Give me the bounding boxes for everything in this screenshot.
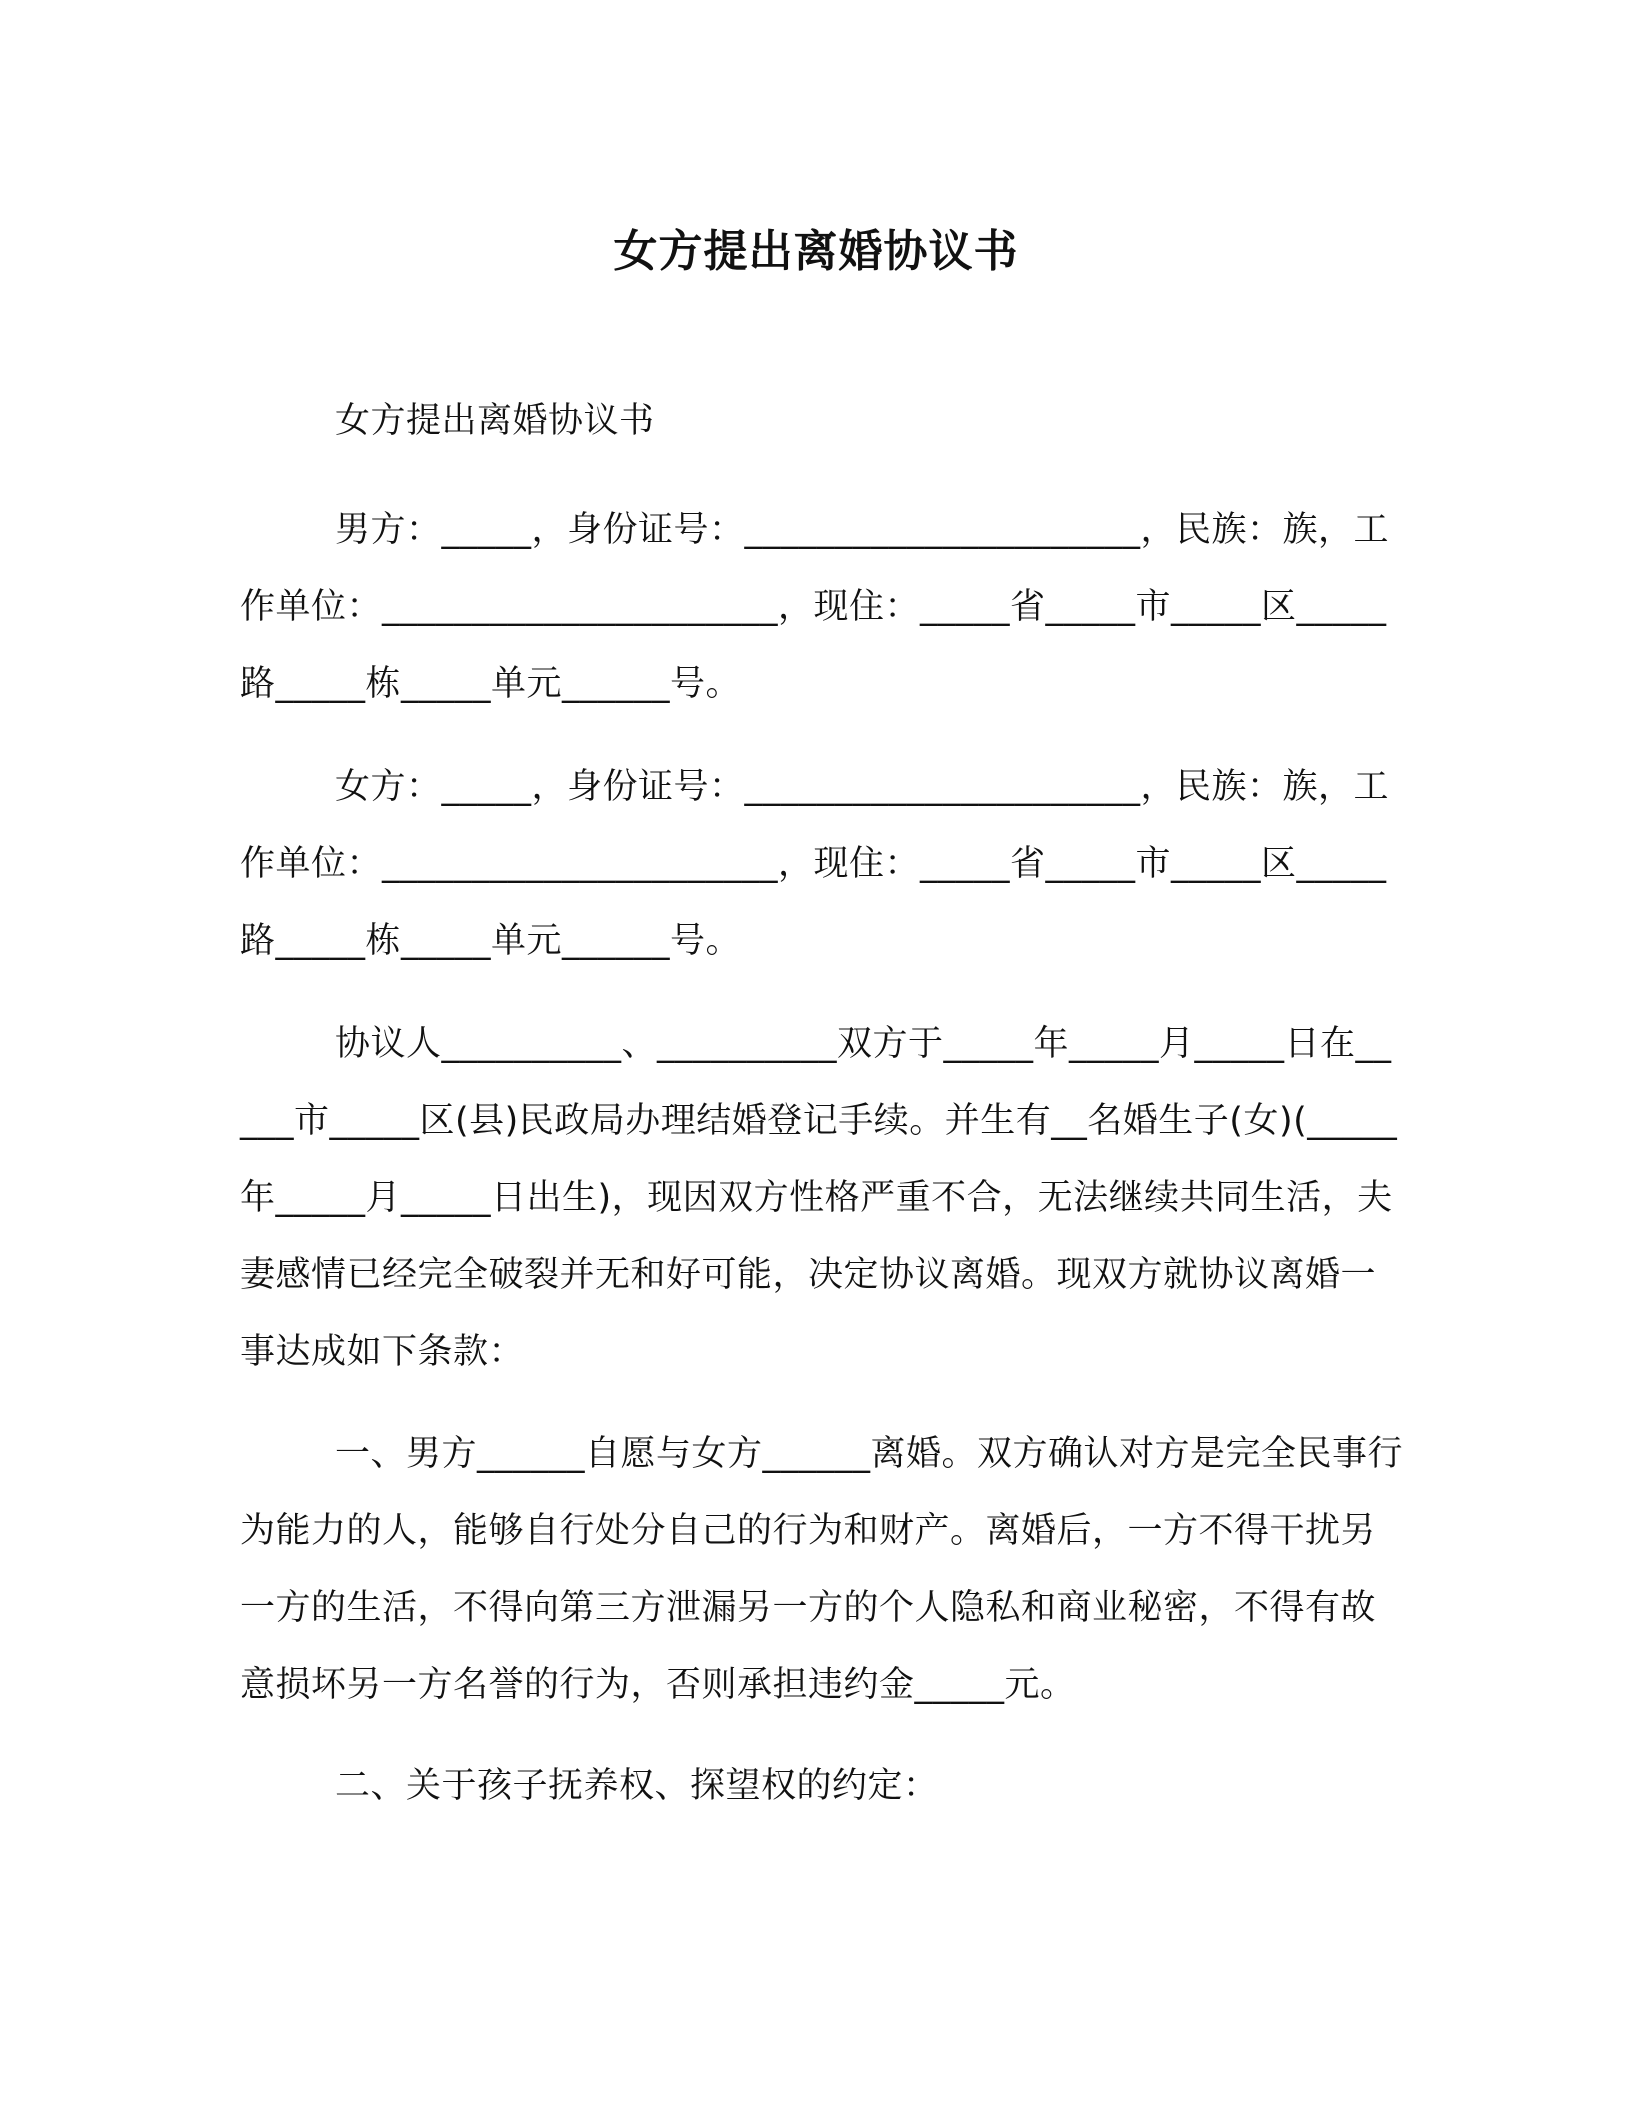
clause-1-paragraph: 一、男方______自愿与女方______离婚。双方确认对方是完全民事行为能力的人，能够自行处分自己的行为和财产。离婚后，一方不得干扰另一方的生活，不得向第三方泄漏另一方的个人隐私和商业秘密，不得有故意损坏另一方名誉的行为，否则承担违约金_____元。: [240, 1434, 1404, 1705]
document-subtitle: 女方提出离婚协议书: [335, 401, 655, 441]
clause-2-heading: 二、关于孩子抚养权、探望权的约定：: [335, 1766, 939, 1806]
document-title: 女方提出离婚协议书: [613, 226, 1019, 277]
agreement-intro-paragraph: 协议人__________、__________双方于_____年_____月_____日在_____市_____区(县)民政局办理结婚登记手续。并生有__名婚生子(女)(_____年_____月_____日出生)，现因双方性格严重不合，无法继续共同生活，夫妻感情已经完全破裂并无和好可能，决定协议离婚。现双方就协议离婚一事达成如下条款：: [240, 1024, 1398, 1372]
male-party-paragraph: 男方：_____，身份证号：______________________，民族：族，工作单位：______________________，现住：_____省_____市_____区_____路_____栋_____单元______号。: [240, 510, 1390, 704]
female-party-paragraph: 女方：_____，身份证号：______________________，民族：族，工作单位：______________________，现住：_____省_____市_____区_____路_____栋_____单元______号。: [240, 767, 1390, 961]
